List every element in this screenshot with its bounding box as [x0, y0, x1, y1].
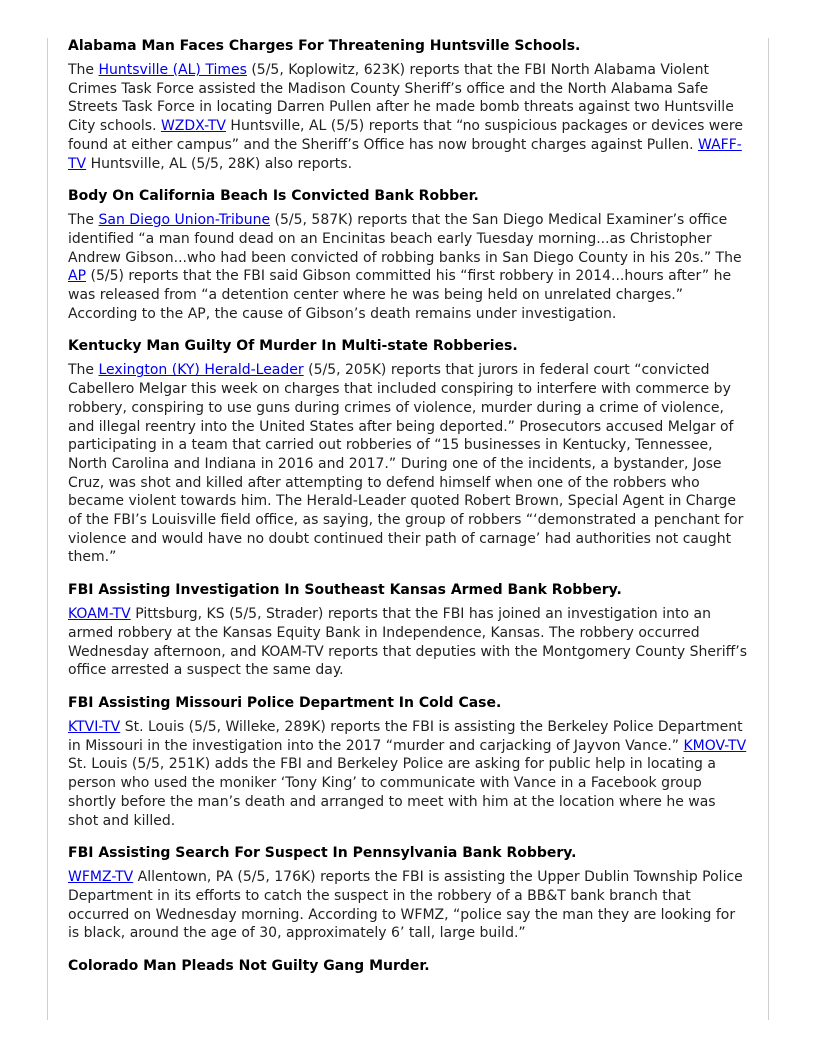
article-text: (5/5) reports that the FBI said Gibson committed his “first robbery in 2014...hours after” he was released from “a detention center where he was being held on unrelated charges.” According to the AP, the cause of Gibson’s death remains under investigation. — [68, 268, 732, 322]
source-link[interactable]: Lexington (KY) Herald-Leader — [98, 362, 304, 379]
news-article — [68, 187, 750, 323]
article-text: St. Louis (5/5, Willeke, 289K) reports the FBI is assisting the Berkeley Police Department in Missouri in the investigation into the 2017 “murder and carjacking of Jayvon Vance.” — [68, 718, 743, 754]
article-text: (5/5, 587K) reports that the San Diego Medical Examiner’s office identified “a man found dead on an Encinitas beach early Tuesday morning...as Christopher Andrew Gibson...who had been convicted of robbing banks in San Diego County in his 20s.” The — [68, 212, 742, 266]
article-headline: FBI Assisting Search For Suspect In Pennsylvania Bank Robbery. — [68, 845, 577, 862]
source-link[interactable]: San Diego Union-Tribune — [98, 212, 271, 229]
source-link[interactable]: WAFF-TV — [68, 136, 742, 172]
news-clips-column — [68, 37, 750, 989]
news-article — [68, 844, 750, 943]
news-article — [68, 694, 750, 830]
news-article — [68, 37, 750, 173]
article-text: The — [68, 212, 99, 229]
article-body — [68, 61, 750, 173]
news-article — [68, 337, 750, 567]
article-text: (5/5, 205K) reports that jurors in federal court “convicted Cabellero Melgar this week on charges that included conspiring to interfere with commerce by robbery, conspiring to use guns during crimes of violence, murder during a crime of violence, and illegal reentry into the United States after being deported.” Prosecutors accused Melgar of participating in a team that carried out robberies of “15 businesses in Kentucky, Tennessee, North Carolina and Indiana in 2016 and 2017.” During one of the incidents, a bystander, Jose Cruz, was shot and killed after attempting to defend himself when one of the robbers who became violent towards him. The Herald-Leader quoted Robert Brown, Special Agent in Charge of the FBI’s Louisville field office, as saying, the group of robbers “‘demonstrated a penchant for violence and would have no doubt continued their path of carnage’ had authorities not caught them.” — [68, 362, 744, 566]
article-text: The — [68, 62, 99, 78]
article-text: St. Louis (5/5, 251K) adds the FBI and Berkeley Police are asking for public help in locating a person who used the moniker ‘Tony King’ to communicate with Vance in a Facebook group shortly before the man’s death and arranged to meet with him at the location where he was shot and killed. — [68, 756, 716, 829]
article-headline: FBI Assisting Missouri Police Department In Cold Case. — [68, 694, 502, 711]
article-body — [68, 361, 750, 567]
article-body — [68, 605, 750, 680]
article-headline: Body On California Beach Is Convicted Bank Robber. — [68, 188, 479, 205]
source-link[interactable]: KTVI-TV — [68, 718, 121, 735]
article-body — [68, 718, 750, 830]
article-text: Huntsville, AL (5/5) reports that “no suspicious packages or devices were found at either campus” and the Sheriff’s Office has now brought charges against Pullen. — [68, 118, 743, 153]
article-text: Huntsville, AL (5/5, 28K) also reports. — [86, 155, 353, 172]
source-link[interactable]: Huntsville (AL) Times — [98, 62, 247, 78]
article-text: The — [68, 362, 99, 379]
left-border-rule — [47, 38, 48, 1020]
article-headline: Kentucky Man Guilty Of Murder In Multi-state Robberies. — [68, 338, 518, 355]
source-link[interactable]: WZDX-TV — [160, 118, 226, 135]
news-article — [68, 581, 750, 680]
article-text: Pittsburg, KS (5/5, Strader) reports that the FBI has joined an investigation into an armed robbery at the Kansas Equity Bank in Independence, Kansas. The robbery occurred Wednesday afternoon, and KOAM-TV reports that deputies with the Montgomery County Sheriff’s office arrested a suspect the same day. — [68, 606, 748, 679]
article-headline: Alabama Man Faces Charges For Threatening Huntsville Schools. — [68, 38, 581, 54]
right-border-rule — [768, 38, 769, 1020]
article-headline: Colorado Man Pleads Not Guilty Gang Murder. — [68, 958, 430, 975]
article-text: Allentown, PA (5/5, 176K) reports the FBI is assisting the Upper Dublin Township Police Department in its efforts to catch the suspect in the robbery of a BB&T bank branch that occurred on Wednesday morning. According to WFMZ, “police say the man they are looking for is black, around the age of 30, approximately 6’ tall, large build.” — [68, 869, 743, 942]
article-text: (5/5, Koplowitz, 623K) reports that the FBI North Alabama Violent Crimes Task Force assisted the Madison County Sheriff’s office and the North Alabama Safe Streets Task Force in locating Darren Pullen after he made bomb threats against two Huntsville City schools. — [68, 62, 734, 135]
source-link[interactable]: AP — [68, 268, 87, 285]
article-body — [68, 868, 750, 943]
news-article — [68, 957, 750, 975]
article-body — [68, 211, 750, 323]
source-link[interactable]: KMOV-TV — [683, 737, 747, 754]
source-link[interactable]: WFMZ-TV — [68, 869, 134, 886]
article-headline: FBI Assisting Investigation In Southeast Kansas Armed Bank Robbery. — [68, 582, 622, 599]
source-link[interactable]: KOAM-TV — [68, 606, 131, 623]
